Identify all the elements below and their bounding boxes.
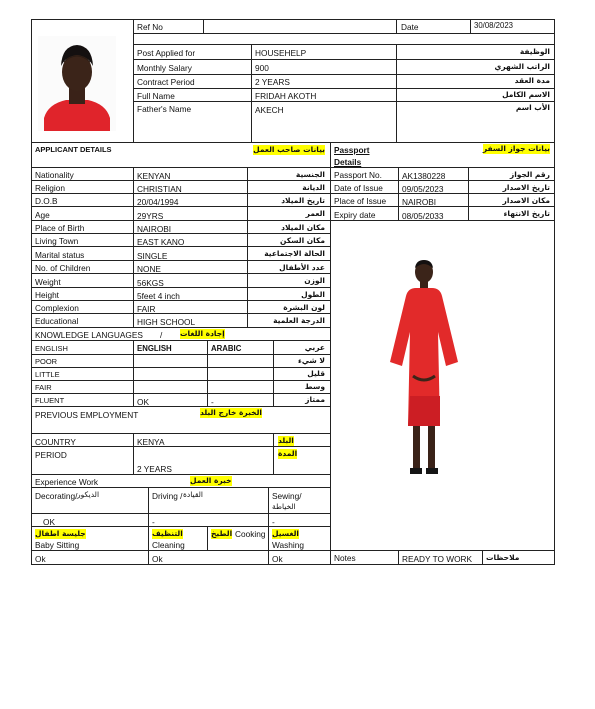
place-of-birth-label: Place of Birth (35, 223, 85, 233)
lang-fair-ar: وسط (304, 382, 325, 391)
applicant-details-title: APPLICANT DETAILS (35, 145, 112, 154)
place-of-birth-value: NAIROBI (137, 224, 172, 234)
cleaning-label: Cleaning (152, 540, 185, 550)
experience-title-ar: خبرة العمل (190, 476, 232, 485)
weight-value: 56KGS (137, 278, 164, 288)
passport-title-ar: بيانات جواز السفر (482, 144, 550, 153)
living-town-label: Living Town (35, 236, 79, 246)
decorating-value: OK (43, 517, 55, 527)
dob-label: D.O.B (35, 196, 58, 206)
date-label: Date (401, 22, 419, 32)
educational-value: HIGH SCHOOL (137, 317, 196, 327)
experience-title: Experience Work (35, 477, 99, 487)
lang-fluent-arabic: - (211, 397, 214, 407)
place-of-birth-ar: مكان الميلاد (281, 223, 325, 232)
age-value: 29YRS (137, 211, 164, 221)
lang-little-ar: قليل (307, 369, 325, 378)
religion-ar: الديانة (302, 183, 325, 192)
weight-label: Weight (35, 277, 61, 287)
expiry-date-label: Expiry date (334, 210, 376, 220)
full-name-value: FRIDAH AKOTH (255, 91, 317, 101)
country-label: COUNTRY (35, 437, 76, 447)
date-of-issue-ar: تاريخ الاصدار (502, 183, 550, 192)
marital-status-ar: الحالة الاجتماعية (264, 249, 325, 258)
date-of-issue-value: 09/05/2023 (402, 184, 444, 194)
sewing-label: Sewing/ (272, 491, 302, 501)
driving-label: Driving / (152, 491, 183, 501)
fathers-name-label: Father's Name (137, 104, 192, 114)
employment-title-ar: الخبرة خارج البلد (200, 408, 262, 417)
date-of-issue-label: Date of Issue (334, 183, 383, 193)
monthly-salary-label: Monthly Salary (137, 63, 192, 73)
contract-period-value: 2 YEARS (255, 77, 290, 87)
decorating-label: Decorating/ (35, 491, 78, 501)
washing-label: Washing (272, 540, 304, 550)
post-applied-value: HOUSEHELP (255, 48, 307, 58)
cleaning-value: Ok (152, 554, 163, 564)
monthly-salary-ar: الراتب الشهري (494, 62, 550, 71)
period-ar: المدة (278, 449, 298, 458)
employment-title: PREVIOUS EMPLOYMENT (35, 410, 139, 420)
expiry-date-ar: تاريخ الانتهاء (503, 209, 550, 218)
monthly-salary-value: 900 (255, 63, 269, 73)
decorating-ar: الديكور (77, 490, 100, 499)
place-of-issue-ar: مكان الاصدار (502, 196, 550, 205)
passport-no-value: AK1380228 (402, 171, 446, 181)
date-value: 30/08/2023 (474, 21, 514, 30)
full-name-ar: الاسم الكامل (502, 90, 550, 99)
dob-value: 20/04/1994 (137, 197, 179, 207)
weight-ar: الوزن (304, 276, 325, 285)
passport-title-line2: Details (334, 157, 362, 167)
country-ar: البلد (278, 436, 294, 445)
passport-title-line1: Passport (334, 145, 370, 155)
cooking-ar: الطبخ (211, 529, 233, 538)
living-town-ar: مكان السكن (280, 236, 325, 245)
languages-title-ar: إجادة اللغات (180, 329, 225, 338)
babysitting-ar: جليسة اطفال (35, 529, 86, 538)
height-ar: الطول (301, 290, 325, 299)
lang-header-label: ENGLISH (35, 344, 68, 353)
place-of-issue-label: Place of Issue (334, 196, 387, 206)
place-of-issue-value: NAIROBI (402, 197, 437, 207)
lang-col-arabic: ARABIC (211, 344, 242, 353)
religion-label: Religion (35, 183, 65, 193)
fathers-name-ar: الأب اسم (515, 103, 550, 112)
full-body-photo (380, 258, 468, 492)
lang-fair-label: FAIR (35, 383, 52, 392)
educational-label: Educational (35, 316, 79, 326)
post-applied-ar: الوظيفة (519, 47, 550, 56)
driving-value: - (152, 517, 155, 527)
washing-value: Ok (272, 554, 283, 564)
children-ar: عدد الأطفال (279, 263, 325, 272)
children-label: No. of Children (35, 263, 91, 273)
passport-no-ar: رقم الجواز (509, 170, 550, 179)
post-applied-label: Post Applied for (137, 48, 196, 58)
lang-fluent-ar: ممتاز (305, 395, 325, 404)
living-town-value: EAST KANO (137, 237, 185, 247)
contract-period-label: Contract Period (137, 77, 195, 87)
languages-title: KNOWLEDGE LANGUAGES (35, 330, 143, 340)
cleaning-ar: التنظيف (152, 529, 183, 538)
notes-ar: ملاحظات (486, 553, 520, 562)
notes-value: READY TO WORK (402, 554, 473, 564)
religion-value: CHRISTIAN (137, 184, 182, 194)
height-value: 5feet 4 inch (137, 291, 180, 301)
applicant-details-title-ar: بيانات صاحب العمل (253, 145, 325, 154)
complexion-label: Complexion (35, 303, 79, 313)
lang-poor-ar: لا شيء (298, 356, 325, 365)
babysitting-value: Ok (35, 554, 46, 564)
notes-label: Notes (334, 553, 356, 563)
lang-little-label: LITTLE (35, 370, 60, 379)
portrait-photo (38, 36, 116, 131)
country-value: KENYA (137, 437, 165, 447)
nationality-label: Nationality (35, 170, 74, 180)
sewing-ar: الخياطة (272, 502, 296, 511)
nationality-value: KENYAN (137, 171, 171, 181)
lang-fluent-label: FLUENT (35, 396, 65, 405)
marital-status-value: SINGLE (137, 251, 168, 261)
period-value: 2 YEARS (137, 464, 172, 474)
lang-header-ar: عربي (304, 343, 325, 352)
lang-poor-label: POOR (35, 357, 58, 366)
dob-ar: تاريخ الميلاد (281, 196, 325, 205)
babysitting-label: Baby Sitting (35, 540, 80, 550)
height-label: Height (35, 290, 59, 300)
contract-period-ar: مدة العقد (514, 76, 550, 85)
full-name-label: Full Name (137, 91, 175, 101)
children-value: NONE (137, 264, 161, 274)
washing-ar: الغسيل (272, 529, 300, 538)
driving-ar: القيادة (183, 490, 203, 499)
languages-slash: / (160, 330, 163, 340)
expiry-date-value: 08/05/2033 (402, 211, 444, 221)
lang-fluent-english: OK (137, 397, 149, 407)
cooking-label: Cooking (235, 529, 266, 539)
marital-status-label: Marital status (35, 250, 85, 260)
age-label: Age (35, 210, 50, 220)
lang-col-english: ENGLISH (137, 344, 172, 353)
educational-ar: الدرجة العلمية (273, 316, 325, 325)
passport-no-label: Passport No. (334, 170, 382, 180)
ref-no-label: Ref No (137, 22, 163, 32)
sewing-value: - (272, 517, 275, 527)
nationality-ar: الجنسية (295, 170, 325, 179)
period-label: PERIOD (35, 450, 67, 460)
fathers-name-value: AKECH (255, 105, 284, 115)
age-ar: العمر (305, 209, 325, 218)
complexion-value: FAIR (137, 304, 156, 314)
complexion-ar: لون البشرة (283, 303, 325, 312)
